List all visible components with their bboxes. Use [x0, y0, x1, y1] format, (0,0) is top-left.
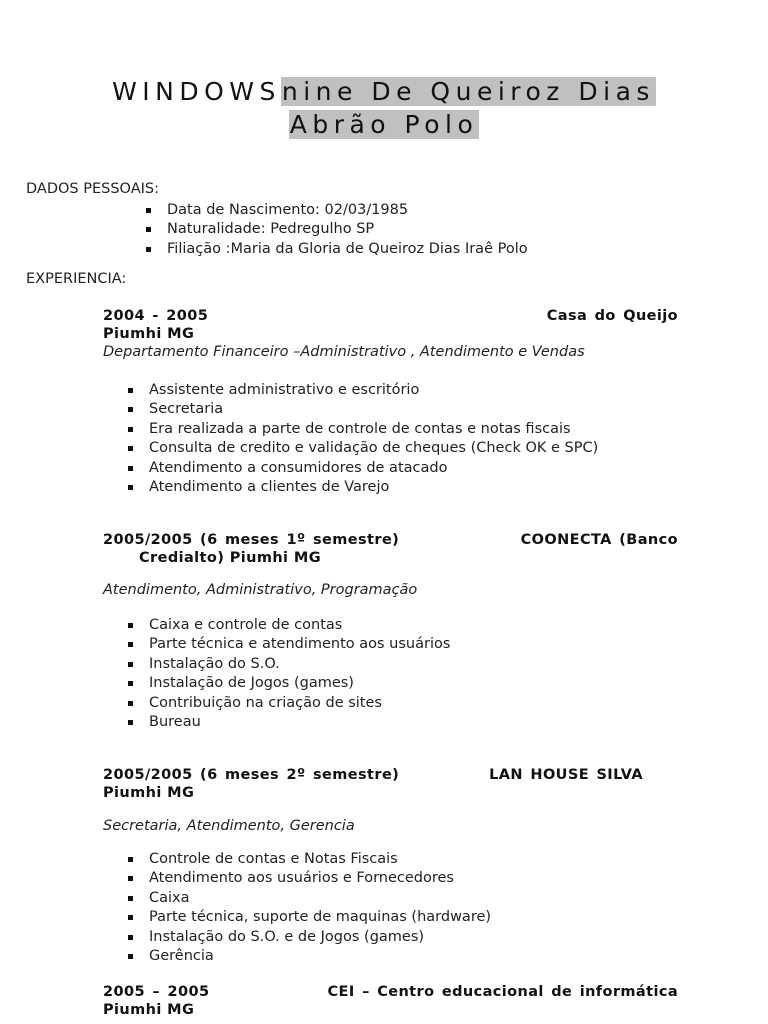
- title-prefix: WINDOWS: [112, 77, 281, 106]
- job-2-role: Atendimento, Administrativo, Programação: [103, 582, 418, 598]
- personal-item: Data de Nascimento: 02/03/1985: [167, 201, 528, 220]
- job-1-role: Departamento Financeiro –Administrativo , Atendimento e Vendas: [103, 344, 585, 360]
- title-line-1: [0, 77, 768, 107]
- job-1-heading: [103, 307, 678, 343]
- job-location: Piumhi MG: [103, 785, 195, 801]
- duty-item: Parte técnica e atendimento aos usuários: [149, 635, 450, 654]
- job-location: Piumhi MG: [103, 326, 195, 342]
- duty-item: Controle de contas e Notas Fiscais: [149, 850, 491, 869]
- duty-item: Consulta de credito e validação de cheques (Check OK e SPC): [149, 439, 598, 458]
- job-company: CEI – Centro educacional de informática: [327, 984, 678, 1000]
- section-experience-heading: EXPERIENCIA:: [26, 271, 127, 287]
- job-period: 2005/2005 (6 meses 1º semestre): [103, 532, 400, 548]
- duty-item: Atendimento aos usuários e Fornecedores: [149, 869, 491, 888]
- personal-item: Filiação :Maria da Gloria de Queiroz Dias Iraê Polo: [167, 240, 528, 259]
- job-location: Piumhi MG: [103, 1002, 195, 1018]
- title-line-2: [0, 110, 768, 140]
- highlighted-name-line-2[interactable]: Abrão Polo: [289, 110, 479, 139]
- job-3-duties: [149, 850, 491, 966]
- job-period: 2005 – 2005: [103, 984, 210, 1000]
- duty-item: Parte técnica, suporte de maquinas (hardware): [149, 908, 491, 927]
- duty-item: Bureau: [149, 713, 450, 732]
- duty-item: Era realizada a parte de controle de contas e notas fiscais: [149, 420, 598, 439]
- job-2-heading: [103, 531, 678, 567]
- personal-list: [167, 201, 528, 259]
- duty-item: Caixa e controle de contas: [149, 616, 450, 635]
- job-3-heading: [103, 766, 643, 802]
- duty-item: Assistente administrativo e escritório: [149, 381, 598, 400]
- job-3-role: Secretaria, Atendimento, Gerencia: [103, 818, 355, 834]
- job-period: 2004 - 2005: [103, 308, 209, 324]
- personal-item: Naturalidade: Pedregulho SP: [167, 220, 528, 239]
- job-company: COONECTA (Banco: [520, 532, 678, 548]
- highlighted-name-line-1[interactable]: nine De Queiroz Dias: [281, 77, 655, 106]
- duty-item: Gerência: [149, 947, 491, 966]
- job-2-duties: [149, 616, 450, 732]
- duty-item: Instalação de Jogos (games): [149, 674, 450, 693]
- job-period: 2005/2005 (6 meses 2º semestre): [103, 767, 400, 783]
- job-company: LAN HOUSE SILVA: [489, 767, 643, 783]
- duty-item: Atendimento a clientes de Varejo: [149, 478, 598, 497]
- duty-item: Contribuição na criação de sites: [149, 694, 450, 713]
- duty-item: Instalação do S.O.: [149, 655, 450, 674]
- duty-item: Caixa: [149, 889, 491, 908]
- job-4-heading: [103, 983, 678, 1019]
- duty-item: Secretaria: [149, 400, 598, 419]
- job-company: Casa do Queijo: [546, 308, 678, 324]
- duty-item: Atendimento a consumidores de atacado: [149, 459, 598, 478]
- job-1-duties: [149, 381, 598, 497]
- section-personal-heading: DADOS PESSOAIS:: [26, 181, 159, 197]
- job-location: Credialto) Piumhi MG: [139, 550, 321, 566]
- duty-item: Instalação do S.O. e de Jogos (games): [149, 928, 491, 947]
